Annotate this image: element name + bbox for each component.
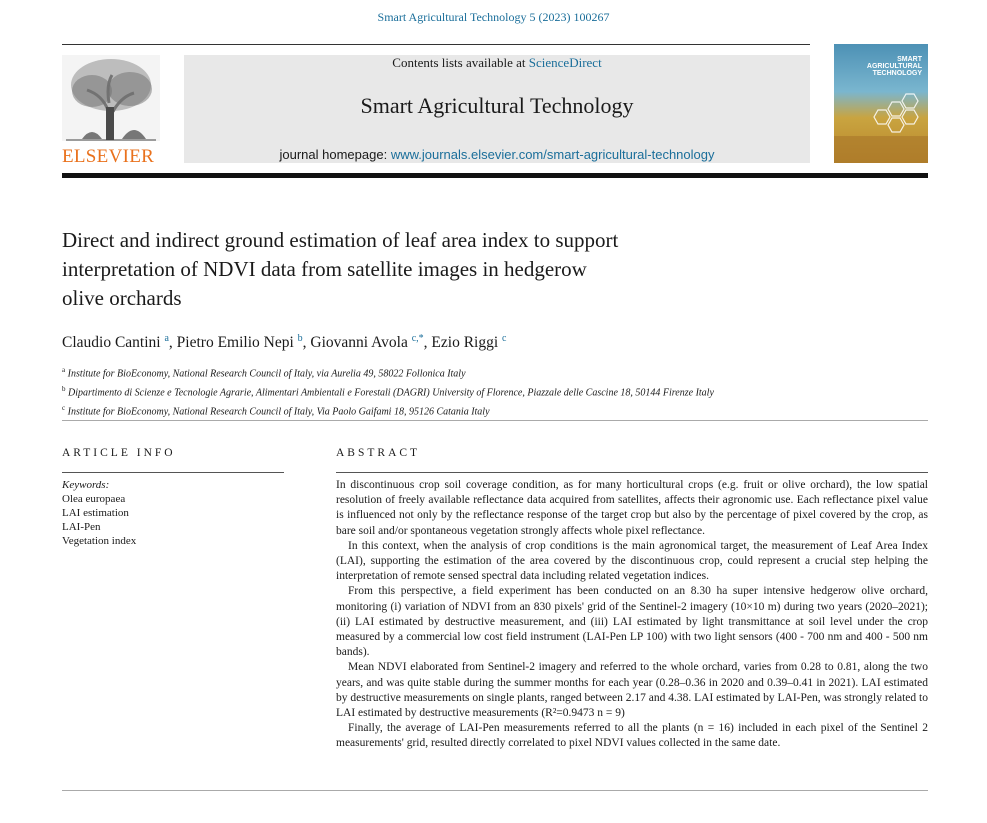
abstract-body <box>336 478 928 752</box>
divider <box>336 472 928 473</box>
abstract-paragraph: In this context, when the analysis of crop conditions is the main agronomical target, the measurement of Leaf Area Index (LAI), supporting the estimation of the area covered by the discontinuous crop, could represent a crucial step helping the interpretation of remote sensed spectral data including related vegetation indices. <box>336 539 928 583</box>
cover-title-line: TECHNOLOGY <box>872 70 922 77</box>
abstract-paragraph: From this perspective, a field experiment has been conducted on an 8.30 ha super intensive hedgerow olive orchard, monitoring (i) variation of NDVI from an 830 pixels' grid of the Sentinel-2 imagery (10×10 m) during two years (2020–2021); (ii) LAI estimated by destructive measurement, and (iii) LAI estimated by light transmittance at soil level under the crop measured by a commercial low cost field instrument (LAI-Pen LP 100) with two light sensors (400 - 700 nm and 400 - 500 nm bands). <box>336 585 928 659</box>
cover-title-line: SMART <box>897 56 922 63</box>
article-info-heading: ARTICLE INFO <box>62 447 176 459</box>
affiliation-text: Institute for BioEconomy, National Research Council of Italy, via Aurelia 49, 58022 Follonica Italy <box>67 368 466 380</box>
affiliation-text: Institute for BioEconomy, National Research Council of Italy, Via Paolo Gaifami 18, 95126 Catania Italy <box>67 405 490 417</box>
affiliation-list <box>62 363 928 419</box>
homepage-line <box>184 147 810 163</box>
author-list <box>62 329 922 353</box>
journal-reference[interactable]: Smart Agricultural Technology 5 (2023) 100267 <box>377 10 610 24</box>
title-line: olive orchards <box>62 286 182 310</box>
affiliation <box>62 363 928 382</box>
journal-title: Smart Agricultural Technology <box>360 93 634 118</box>
abstract-paragraph: Mean NDVI elaborated from Sentinel-2 imagery and referred to the whole orchard, varies from 0.28 to 0.81, along the two years, and was quite stable during the summer months for each year (0.28–0.36 in 2020 and 0.39–0.41 in 2021). LAI estimated by destructive measurements on single plants, ranged between 2.17 and 4.38. LAI estimated by LAI-Pen, was strongly related to LAI estimated by destructive measurements (R²=0.9473 n = 9) <box>336 661 928 720</box>
author-name[interactable]: Ezio Riggi <box>431 334 499 352</box>
author-separator: , <box>423 334 432 352</box>
keyword: LAI estimation <box>62 507 129 519</box>
article-title <box>62 226 762 313</box>
divider <box>62 790 928 791</box>
publisher-name: ELSEVIER <box>62 146 155 167</box>
divider <box>62 472 284 473</box>
affiliation-marker[interactable]: c,* <box>411 333 424 344</box>
affiliation-text: Dipartimento di Scienze e Tecnologie Agrarie, Alimentari Ambientali e Forestali (DAGRI) University of Florence, Piazzale delle Cascine 18, 50144 Firenze Italy <box>68 387 714 399</box>
divider <box>62 44 810 45</box>
homepage-label: journal homepage: <box>279 147 391 162</box>
title-line: Direct and indirect ground estimation of leaf area index to support <box>62 228 619 252</box>
keyword: Vegetation index <box>62 535 137 547</box>
affiliation-label: c <box>62 403 66 412</box>
author-name[interactable]: Claudio Cantini <box>62 334 161 352</box>
keyword: LAI-Pen <box>62 521 101 533</box>
affiliation-label: a <box>62 366 66 374</box>
abstract-paragraph: Finally, the average of LAI-Pen measurements referred to all the plants (n = 16) included in each pixel of the Sentinel 2 measurements' grid, resulted directly correlated to pixel NDVI values collected in the same date. <box>336 722 928 750</box>
keywords-block <box>62 478 284 548</box>
abstract-paragraph: In discontinuous crop soil coverage condition, as for many horticultural crops (e.g. fruit or olive orchard), the low spatial resolution of freely available reflectance data acquired from satellites, affects their agronomic use. Each reflectance pixel value is influenced not only by the reflectance response of the target crop but also by the percentage of pixel covered by the crop, as bare soil and/or spontaneous vegetation strongly affects whole pixel reflectance. <box>336 479 928 537</box>
journal-header-box <box>184 55 810 163</box>
abstract-heading: ABSTRACT <box>336 447 421 459</box>
keywords-label: Keywords: <box>62 479 110 491</box>
affiliation-marker[interactable]: a <box>164 333 169 344</box>
affiliation-marker[interactable]: c <box>502 333 507 344</box>
divider <box>62 420 928 421</box>
affiliation-marker[interactable]: b <box>297 333 303 344</box>
author-name[interactable]: Giovanni Avola <box>310 334 408 352</box>
affiliation <box>62 401 928 420</box>
title-line: interpretation of NDVI data from satellite images in hedgerow <box>62 257 587 281</box>
cover-title <box>852 56 922 77</box>
journal-homepage-link[interactable]: www.journals.elsevier.com/smart-agricultural-technology <box>390 147 715 162</box>
contents-line <box>184 55 810 71</box>
author-separator: , <box>168 334 177 352</box>
affiliation-label: b <box>62 384 66 393</box>
cover-title-line: AGRICULTURAL <box>866 63 922 70</box>
header-divider <box>62 173 928 178</box>
keyword: Olea europaea <box>62 493 126 505</box>
affiliation <box>62 382 928 401</box>
journal-cover-image[interactable] <box>834 44 928 163</box>
sciencedirect-link[interactable]: ScienceDirect <box>528 55 602 70</box>
contents-prefix: Contents lists available at <box>392 55 529 70</box>
author-name[interactable]: Pietro Emilio Nepi <box>176 334 294 352</box>
author-separator: , <box>302 334 311 352</box>
